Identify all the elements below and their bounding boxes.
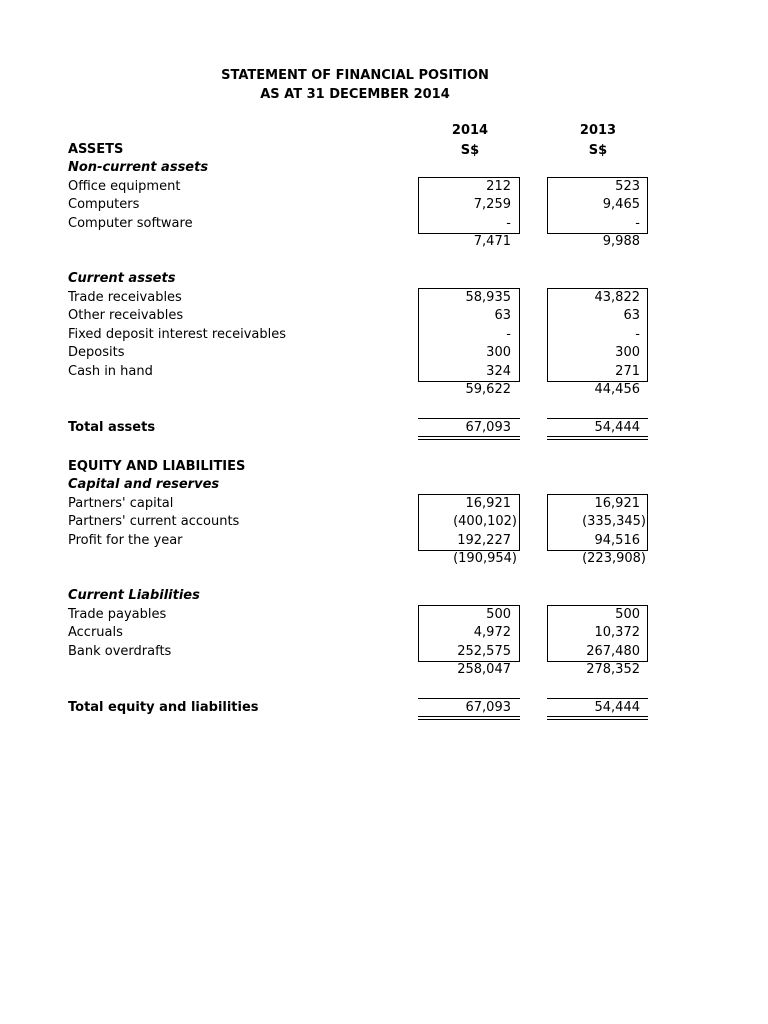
total-eql-double-rule-2013a bbox=[547, 716, 648, 717]
value-2013: - bbox=[635, 327, 640, 342]
total-assets-double-rule-2013a bbox=[547, 436, 648, 437]
total-eql-top-rule-2013 bbox=[547, 698, 648, 699]
row-label: Bank overdrafts bbox=[68, 644, 172, 659]
total-eql-double-rule-2013b bbox=[547, 719, 648, 720]
value-2014: 192,227 bbox=[457, 533, 511, 548]
value-2014: 63 bbox=[494, 308, 511, 323]
capital-subtotal-2014: (190,954) bbox=[453, 551, 517, 566]
total-assets-2013: 54,444 bbox=[594, 420, 640, 435]
value-2013: 94,516 bbox=[594, 533, 640, 548]
value-2013: 300 bbox=[615, 345, 640, 360]
currency-2013-header: S$ bbox=[588, 143, 608, 158]
row-label: Accruals bbox=[68, 625, 123, 640]
row-label: Cash in hand bbox=[68, 364, 153, 379]
total-equity-liabilities-label: Total equity and liabilities bbox=[68, 700, 259, 715]
value-2013: 267,480 bbox=[586, 644, 640, 659]
noncurrent-assets-heading: Non-current assets bbox=[68, 160, 209, 175]
value-2014: 58,935 bbox=[465, 290, 511, 305]
current-liabilities-heading: Current Liabilities bbox=[68, 588, 200, 603]
total-assets-2014: 67,093 bbox=[465, 420, 511, 435]
currency-2014-header: S$ bbox=[460, 143, 480, 158]
value-2014: 4,972 bbox=[473, 625, 511, 640]
total-assets-double-rule-2014b bbox=[418, 439, 520, 440]
row-label: Computers bbox=[68, 197, 140, 212]
statement-date: AS AT 31 DECEMBER 2014 bbox=[260, 87, 450, 102]
total-assets-double-rule-2014a bbox=[418, 436, 520, 437]
row-label: Trade payables bbox=[68, 607, 167, 622]
total-assets-label: Total assets bbox=[68, 420, 156, 435]
row-label: Computer software bbox=[68, 216, 193, 231]
equity-liabilities-heading: EQUITY AND LIABILITIES bbox=[68, 459, 246, 474]
assets-heading: ASSETS bbox=[68, 142, 124, 157]
value-2013: 63 bbox=[623, 308, 640, 323]
value-2013: (335,345) bbox=[582, 514, 646, 529]
current-assets-subtotal-2013: 44,456 bbox=[594, 382, 640, 397]
total-equity-liabilities-2014: 67,093 bbox=[465, 700, 511, 715]
row-label: Deposits bbox=[68, 345, 125, 360]
row-label: Fixed deposit interest receivables bbox=[68, 327, 287, 342]
year-2013-header: 2013 bbox=[579, 123, 617, 138]
value-2013: 10,372 bbox=[594, 625, 640, 640]
liabilities-subtotal-2013: 278,352 bbox=[586, 662, 640, 677]
capital-subtotal-2013: (223,908) bbox=[582, 551, 646, 566]
total-eql-double-rule-2014b bbox=[418, 719, 520, 720]
value-2014: 7,259 bbox=[473, 197, 511, 212]
row-label: Profit for the year bbox=[68, 533, 183, 548]
value-2014: - bbox=[506, 327, 511, 342]
row-label: Partners' current accounts bbox=[68, 514, 240, 529]
current-assets-subtotal-2014: 59,622 bbox=[465, 382, 511, 397]
total-assets-double-rule-2013b bbox=[547, 439, 648, 440]
year-2014-header: 2014 bbox=[451, 123, 489, 138]
row-label: Office equipment bbox=[68, 179, 181, 194]
noncurrent-subtotal-2013: 9,988 bbox=[602, 234, 640, 249]
value-2014: 500 bbox=[486, 607, 511, 622]
value-2013: 500 bbox=[615, 607, 640, 622]
value-2014: - bbox=[506, 216, 511, 231]
value-2013: 271 bbox=[615, 364, 640, 379]
row-label: Other receivables bbox=[68, 308, 184, 323]
noncurrent-subtotal-2014: 7,471 bbox=[473, 234, 511, 249]
value-2013: 43,822 bbox=[594, 290, 640, 305]
total-eql-double-rule-2014a bbox=[418, 716, 520, 717]
current-assets-heading: Current assets bbox=[68, 271, 176, 286]
value-2014: 300 bbox=[486, 345, 511, 360]
statement-title: STATEMENT OF FINANCIAL POSITION bbox=[221, 68, 489, 83]
value-2014: (400,102) bbox=[453, 514, 517, 529]
value-2014: 16,921 bbox=[465, 496, 511, 511]
value-2014: 252,575 bbox=[457, 644, 511, 659]
total-assets-top-rule-2013 bbox=[547, 418, 648, 419]
row-label: Trade receivables bbox=[68, 290, 182, 305]
total-equity-liabilities-2013: 54,444 bbox=[594, 700, 640, 715]
capital-reserves-heading: Capital and reserves bbox=[68, 477, 220, 492]
total-assets-top-rule-2014 bbox=[418, 418, 520, 419]
value-2013: 9,465 bbox=[602, 197, 640, 212]
total-eql-top-rule-2014 bbox=[418, 698, 520, 699]
value-2014: 212 bbox=[486, 179, 511, 194]
value-2013: 16,921 bbox=[594, 496, 640, 511]
row-label: Partners' capital bbox=[68, 496, 174, 511]
value-2013: 523 bbox=[615, 179, 640, 194]
value-2014: 324 bbox=[486, 364, 511, 379]
value-2013: - bbox=[635, 216, 640, 231]
liabilities-subtotal-2014: 258,047 bbox=[457, 662, 511, 677]
